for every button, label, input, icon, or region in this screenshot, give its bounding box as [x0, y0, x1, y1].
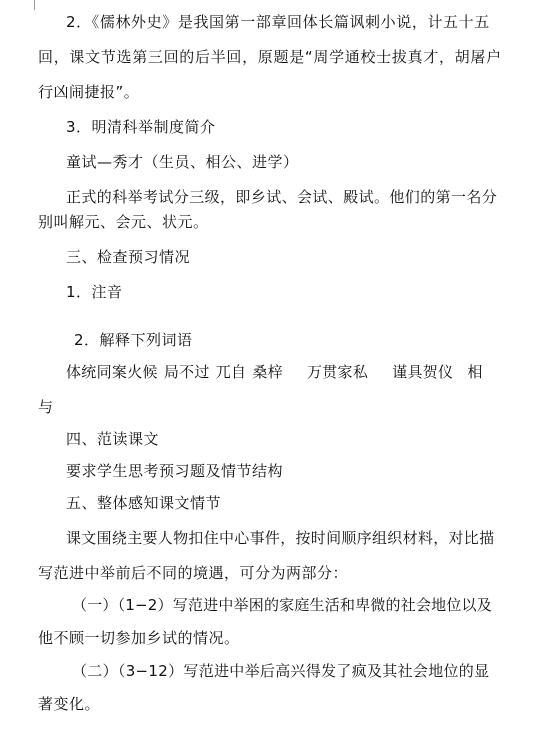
vocab-term: 同案 — [96, 363, 128, 381]
text-line-2: 回，课文节选第三回的后半回，原题是“周学通校士拔真才，胡屠户 — [38, 48, 502, 66]
text-line-kaoshi-1: 正式的科举考试分三级，即乡试、会试、殿试。他们的第一名分 — [66, 188, 498, 206]
section-heading-kejuzhidu: 3．明清科举制度简介 — [66, 118, 216, 136]
vocab-term: 兀自 — [215, 363, 247, 381]
vocab-term: 桑梓 — [252, 363, 283, 381]
text-line-part2-1: （二）（3−12）写范进中举后高兴得发了疯及其社会地位的显 — [72, 662, 490, 680]
section-heading-zhengti: 五、整体感知课文情节 — [66, 494, 222, 512]
text-line-weirao-1: 课文围绕主要人物扣住中心事件，按时间顺序组织材料，对比描 — [66, 529, 495, 547]
text-line-part1-2: 他不顾一切参加乡试的情况。 — [38, 629, 240, 647]
section-heading-fandu: 四、范读课文 — [66, 430, 160, 448]
margin-corner-mark — [34, 0, 35, 10]
vocab-term: 体统 — [66, 363, 97, 381]
text-line-weirao-2: 写范进中举前后不同的境遇，可分为两部分： — [38, 564, 349, 582]
section-heading-jiancha: 三、检查预习情况 — [66, 248, 191, 266]
text-line-part1-1: （一）（1−2）写范进中举困的家庭生活和卑微的社会地位以及 — [72, 596, 492, 614]
text-line-yaoqiu: 要求学生思考预习题及情节结构 — [66, 462, 284, 480]
vocab-term: 万贯家私 — [306, 363, 369, 381]
vocab-term: 相 — [467, 363, 483, 381]
subheading-zhuyin: 1．注音 — [66, 283, 123, 301]
text-line-part2-2: 著变化。 — [38, 695, 101, 713]
subheading-jieshi: 2．解释下列词语 — [74, 331, 193, 349]
vocab-term: 谨具贺仪 — [392, 363, 454, 381]
text-line-tongshi: 童试—秀才（生员、相公、进学） — [66, 153, 299, 171]
text-line-yu: 与 — [38, 398, 54, 416]
vocab-term: 局不过 — [163, 363, 210, 381]
text-line-1: 2．《儒林外史》是我国第一部章回体长篇讽刺小说，计五十五 — [66, 13, 490, 31]
vocab-term: 火候 — [127, 363, 158, 381]
vocab-term-list — [66, 362, 483, 382]
text-line-3: 行凶闹捷报”。 — [38, 83, 140, 101]
text-line-kaoshi-2: 别叫解元、会元、状元。 — [38, 213, 209, 231]
